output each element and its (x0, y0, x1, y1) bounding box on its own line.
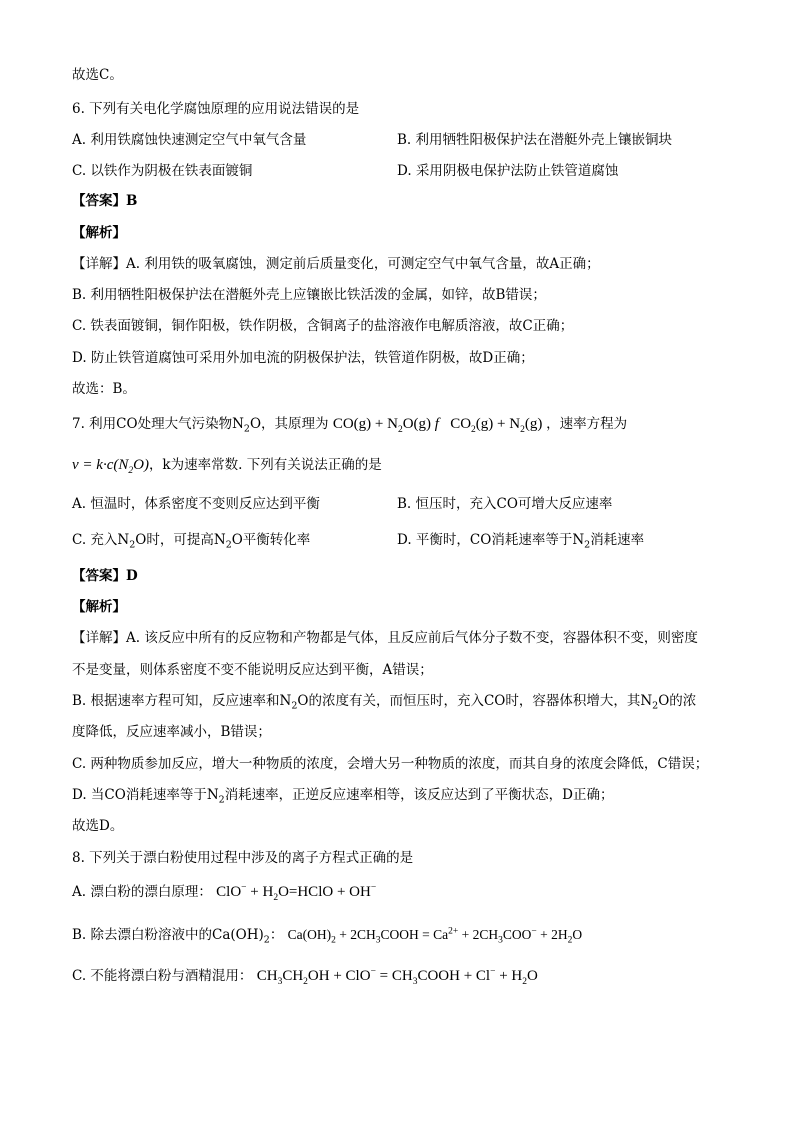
q8-equation-b (287, 926, 583, 946)
eq-part: ClO (216, 884, 242, 900)
q6-option-c: C. 以铁作为阴极在铁表面镀铜 (72, 163, 253, 179)
q8-option-a (72, 882, 376, 902)
q6-explain-c: C. 铁表面镀铜，铜作阳极，铁作阴极，含铜离子的盐溶液作电解质溶液，故C正确； (72, 318, 574, 334)
opt-part: D. 平衡时，CO消耗速率等于N (397, 532, 585, 548)
eq-part: + 2CH (335, 927, 376, 942)
sub: 2 (331, 935, 336, 946)
q7-stem (72, 414, 627, 434)
option-label: C. 不能将漂白粉与酒精混用： (72, 968, 253, 984)
text-part: 消耗速率，正逆反应速率相等，该反应达到了平衡状态，D正确； (224, 787, 614, 803)
q7-explain-6 (72, 785, 614, 805)
q8-option-c (72, 966, 538, 986)
q7-stem-b: O，其原理为 (249, 416, 329, 432)
text-part: D. 当CO消耗速率等于N (72, 787, 219, 803)
text-part: O的浓 (658, 693, 697, 709)
sup: − (241, 883, 247, 893)
sub: 2 (471, 425, 476, 435)
sub: 2 (263, 934, 270, 946)
q8-stem: 8. 下列关于漂白粉使用过程中涉及的离子方程式正确的是 (72, 850, 414, 866)
sub: 3 (498, 935, 503, 946)
sub: 3 (375, 935, 381, 946)
q7-conclusion: 故选D。 (72, 818, 124, 834)
q6-explain-a: 【详解】A. 利用铁的吸氧腐蚀，测定前后质量变化，可测定空气中氧气含量，故A正确； (72, 256, 600, 272)
eq-part: + 2H (536, 927, 568, 942)
q7-option-c (72, 530, 310, 550)
q8-equation-c (256, 967, 538, 987)
eq-part: CH (282, 968, 304, 984)
equilibrium-arrow-glyph: f (434, 416, 439, 432)
q7-rate-line (72, 455, 382, 475)
sub: 2 (584, 539, 591, 551)
sub: 2 (128, 466, 134, 476)
eq-part: O=HClO + OH (278, 884, 371, 900)
eq-part: COOH + Cl (417, 968, 491, 984)
option-label: B. 除去漂白粉溶液中的Ca(OH) (72, 927, 264, 943)
q6-analysis-label: 【解析】 (72, 225, 126, 241)
q7-stem-a: 7. 利用CO处理大气污染物N (72, 416, 244, 432)
eq-part: = CH (375, 968, 413, 984)
q6-option-d: D. 采用阴极电保护法防止铁管道腐蚀 (397, 163, 619, 179)
q6-conclusion: 故选：B。 (72, 381, 136, 397)
reaction-part: (g) (524, 416, 543, 432)
text-part: B. 根据速率方程可知，反应速率和N (72, 693, 292, 709)
q7-answer: 【答案】D (72, 568, 138, 584)
eq-part: O (527, 968, 538, 984)
opt-part: O时，可提高N (135, 532, 226, 548)
sub: 3 (412, 977, 418, 987)
sub: 2 (303, 977, 308, 987)
eq-part: COO (502, 927, 532, 942)
q7-explain-3 (72, 691, 696, 711)
q7-reaction (332, 416, 546, 435)
eq-part: O (572, 927, 583, 942)
eq-part: Ca(OH) (287, 927, 332, 942)
text-part: O的浓度有关，而恒压时，充入CO时，容器体积增大，其N (297, 693, 653, 709)
reaction-part: CO(g) + N (332, 416, 398, 432)
eq-part: + H (246, 884, 274, 900)
sub: 2 (397, 425, 403, 435)
opt-part: C. 充入N (72, 532, 130, 548)
rate-part: v = k·c(N (72, 457, 129, 473)
rate-part: O) (133, 457, 149, 473)
q6-answer: 【答案】B (72, 193, 138, 209)
q7-option-d (397, 530, 644, 550)
eq-part: + 2CH (458, 927, 499, 942)
rate-equation (72, 457, 149, 476)
opt-part: O平衡转化率 (231, 532, 311, 548)
reaction-part: (g) + N (475, 416, 521, 432)
sub: 2 (218, 794, 225, 806)
sup: − (531, 926, 537, 937)
sup: − (370, 883, 377, 893)
q7-stem-c: ，速率方程为 (546, 416, 628, 432)
eq-part: COOH = Ca (380, 927, 449, 942)
q7-analysis-label: 【解析】 (72, 599, 126, 615)
q6-option-a: A. 利用铁腐蚀快速测定空气中氧气含量 (72, 132, 307, 148)
sup: − (490, 967, 496, 977)
reaction-part: CO (450, 416, 472, 432)
q7-rate-tail: ，k为速率常数. 下列有关说法正确的是 (148, 457, 382, 473)
option-label: ： (269, 927, 284, 943)
sub: 2 (567, 935, 573, 946)
sub: 2 (652, 700, 659, 712)
q7-option-b: B. 恒压时，充入CO可增大反应速率 (397, 496, 613, 512)
sub: 2 (291, 700, 298, 712)
q7-explain-1: 【详解】A. 该反应中所有的反应物和产物都是气体，且反应前后气体分子数不变，容器体积不变，则密度 (72, 630, 698, 646)
q5-conclusion: 故选C。 (72, 67, 123, 83)
q6-explain-b: B. 利用牺牲阳极保护法在潜艇外壳上应镶嵌比铁活泼的金属，如锌，故B错误； (72, 287, 546, 303)
q6-explain-d: D. 防止铁管道腐蚀可采用外加电流的阴极保护法，铁管道作阴极，故D正确； (72, 350, 534, 366)
sub: 2 (225, 539, 232, 551)
eq-part: + H (495, 968, 523, 984)
sup: 2+ (448, 926, 459, 937)
option-label: A. 漂白粉的漂白原理： (72, 884, 212, 900)
sub: 2 (129, 539, 136, 551)
sup: − (370, 967, 376, 977)
q7-option-a: A. 恒温时，体系密度不变则反应达到平衡 (72, 496, 320, 512)
sub: 2 (522, 977, 528, 987)
sub: 3 (277, 977, 283, 987)
eq-part: OH + ClO (307, 968, 371, 984)
eq-part: CH (256, 968, 278, 984)
q8-equation-a (216, 883, 377, 903)
q6-stem: 6. 下列有关电化学腐蚀原理的应用说法错误的是 (72, 101, 360, 117)
q7-explain-2: 不是变量，则体系密度不变不能说明反应达到平衡，A错误； (72, 662, 433, 678)
q8-option-b (72, 925, 582, 945)
q7-explain-4: 度降低，反应速率减小，B错误； (72, 724, 271, 740)
q6-option-b: B. 利用牺牲阳极保护法在潜艇外壳上镶嵌铜块 (397, 132, 673, 148)
sub: 2 (243, 423, 250, 435)
sub: 2 (273, 893, 279, 903)
sub: 2 (520, 425, 525, 435)
reaction-part: O(g) (402, 416, 432, 432)
opt-part: 消耗速率 (590, 532, 645, 548)
q7-explain-5: C. 两种物质参加反应，增大一种物质的浓度，会增大另一种物质的浓度，而其自身的浓度会降低，C错误； (72, 756, 709, 772)
